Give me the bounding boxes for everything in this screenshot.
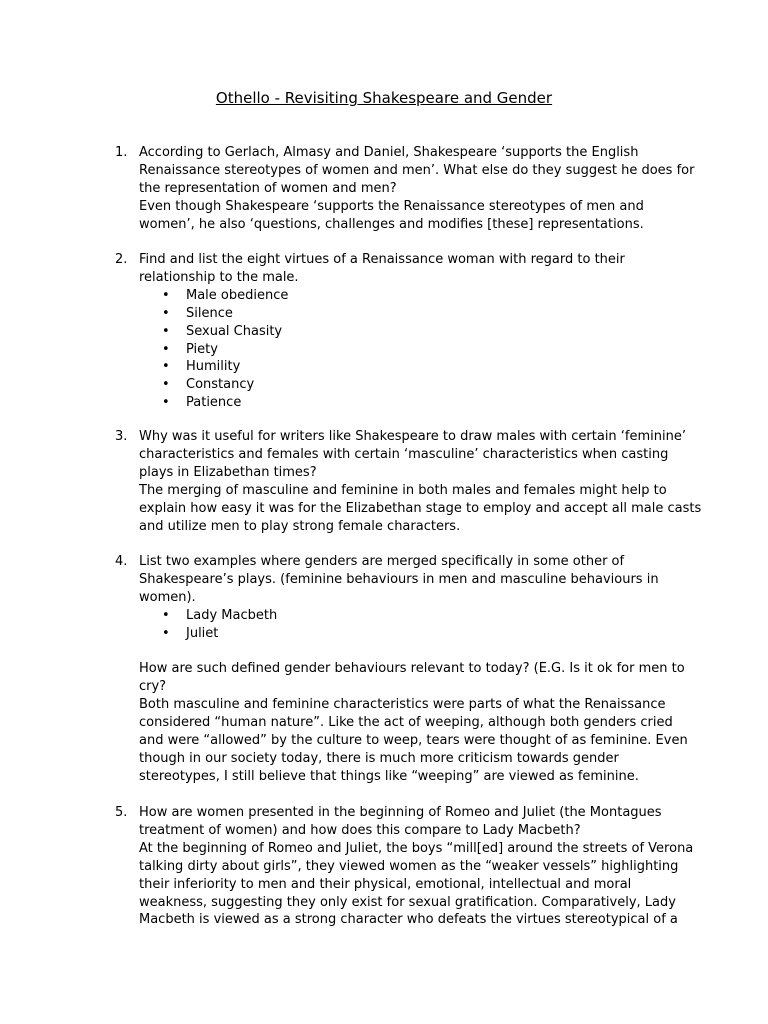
text-line: relationship to the male. bbox=[139, 269, 299, 285]
text-line: cry? bbox=[139, 679, 167, 695]
bullet-icon: • bbox=[162, 395, 170, 411]
list-item bbox=[139, 625, 684, 643]
list-item-text: Juliet bbox=[186, 625, 219, 641]
question-number: 3. bbox=[115, 429, 128, 444]
bullet-icon: • bbox=[162, 607, 170, 623]
text-line: talking dirty about girls”, they viewed women as the “weaker vessels” highlighting bbox=[139, 858, 679, 874]
question-body bbox=[139, 144, 695, 234]
list-item bbox=[139, 394, 684, 412]
text-line: Find and list the eight virtues of a Renaissance woman with regard to their bbox=[139, 252, 625, 267]
text-line: At the beginning of Romeo and Juliet, the boys “mill[ed] around the streets of Verona bbox=[139, 840, 694, 856]
list-item bbox=[139, 358, 684, 376]
text-line: considered “human nature”. Like the act of weeping, although both genders cried bbox=[139, 715, 673, 731]
text-line: According to Gerlach, Almasy and Daniel, Shakespeare ‘supports the English bbox=[139, 145, 639, 160]
list-item bbox=[139, 607, 684, 625]
question-body bbox=[139, 804, 694, 929]
text-line: Even though Shakespeare ‘supports the Renaissance stereotypes of men and bbox=[139, 198, 644, 214]
text-line: Renaissance stereotypes of women and men’. What else do they suggest he does for bbox=[139, 162, 695, 178]
question-body bbox=[139, 428, 702, 535]
text-line: List two examples where genders are merged specifically in some other of bbox=[139, 554, 625, 569]
list-item-text: Patience bbox=[186, 395, 242, 411]
text-line: the representation of women and men? bbox=[139, 180, 397, 196]
spacer bbox=[139, 643, 684, 661]
list-item-text: Male obedience bbox=[186, 287, 289, 303]
question-body bbox=[139, 251, 684, 412]
list-item-text: Silence bbox=[186, 305, 233, 321]
list-item bbox=[139, 323, 684, 341]
list-item bbox=[139, 305, 684, 323]
text-line: weakness, suggesting they only exist for sexual gratification. Comparatively, Lady bbox=[139, 894, 676, 910]
list-item bbox=[139, 341, 684, 359]
text-line: stereotypes, I still believe that things like “weeping” are viewed as feminine. bbox=[139, 768, 639, 784]
text-line: their inferiority to men and their physical, emotional, intellectual and moral bbox=[139, 876, 632, 892]
text-line: women’, he also ‘questions, challenges and modifies [these] representations. bbox=[139, 216, 644, 232]
virtues-list bbox=[139, 287, 684, 412]
text-line: and were “allowed” by the culture to weep, tears were thought of as feminine. Even bbox=[139, 733, 688, 749]
text-line: plays in Elizabethan times? bbox=[139, 464, 317, 480]
bullet-icon: • bbox=[162, 359, 170, 375]
text-line: treatment of women) and how does this compare to Lady Macbeth? bbox=[139, 822, 581, 838]
question-body bbox=[139, 553, 688, 786]
text-line: explain how easy it was for the Elizabethan stage to employ and accept all male casts bbox=[139, 500, 702, 516]
text-line: Shakespeare’s plays. (feminine behaviours in men and masculine behaviours in bbox=[139, 571, 659, 587]
text-line: characteristics and females with certain ‘masculine’ characteristics when casting bbox=[139, 446, 669, 462]
list-item-text: Piety bbox=[186, 341, 218, 357]
text-line: The merging of masculine and feminine in both males and females might help to bbox=[139, 482, 667, 498]
question-number: 4. bbox=[115, 554, 128, 569]
question-number: 1. bbox=[115, 145, 128, 160]
list-item-text: Lady Macbeth bbox=[186, 607, 278, 623]
text-line: women). bbox=[139, 589, 196, 605]
bullet-icon: • bbox=[162, 377, 170, 393]
list-item bbox=[139, 376, 684, 394]
text-line: Macbeth is viewed as a strong character who defeats the virtues stereotypical of a bbox=[139, 912, 678, 928]
text-line: Why was it useful for writers like Shakespeare to draw males with certain ‘feminine’ bbox=[139, 429, 687, 444]
list-item-text: Humility bbox=[186, 359, 241, 375]
document-title: Othello - Revisiting Shakespeare and Gender bbox=[215, 89, 553, 107]
bullet-icon: • bbox=[162, 341, 170, 357]
text-line: and utilize men to play strong female characters. bbox=[139, 518, 461, 534]
text-line: How are women presented in the beginning of Romeo and Juliet (the Montagues bbox=[139, 805, 662, 820]
bullet-icon: • bbox=[162, 305, 170, 321]
text-line: though in our society today, there is much more criticism towards gender bbox=[139, 750, 619, 766]
text-line: How are such defined gender behaviours relevant to today? (E.G. Is it ok for men to bbox=[139, 661, 685, 677]
bullet-icon: • bbox=[162, 323, 170, 339]
bullet-icon: • bbox=[162, 287, 170, 303]
text-line: Both masculine and feminine characteristics were parts of what the Renaissance bbox=[139, 697, 666, 713]
bullet-icon: • bbox=[162, 625, 170, 641]
list-item-text: Constancy bbox=[186, 377, 255, 393]
question-number: 2. bbox=[115, 252, 128, 267]
list-item-text: Sexual Chasity bbox=[186, 323, 283, 339]
question-number: 5. bbox=[115, 805, 128, 820]
examples-list bbox=[139, 607, 684, 643]
list-item bbox=[139, 287, 684, 305]
